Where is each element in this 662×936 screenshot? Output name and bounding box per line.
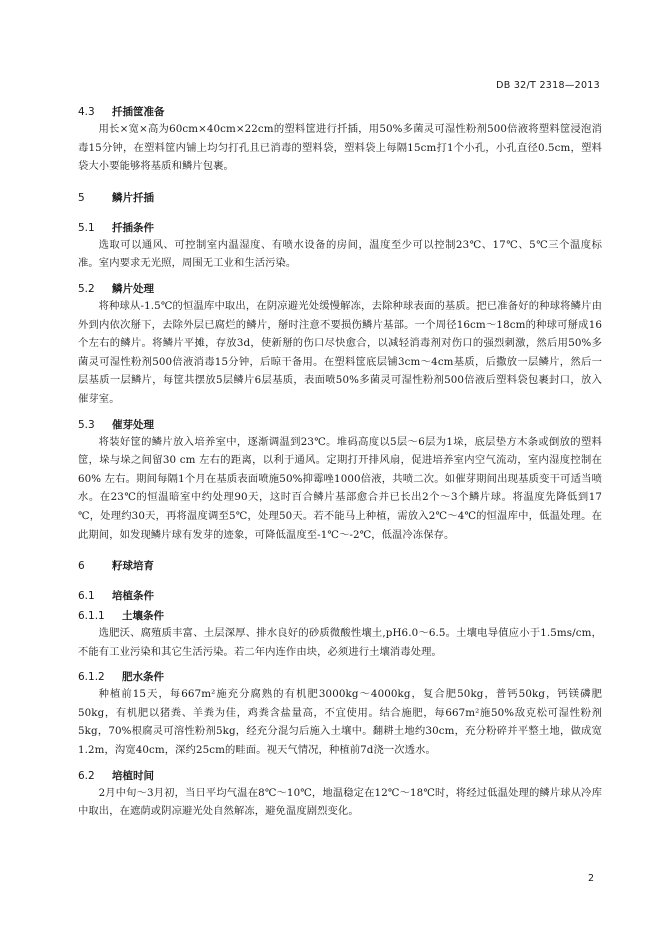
heading-5-1 <box>78 220 602 236</box>
paragraph-5-1: 选取可以通风、可控制室内温湿度、有喷水设备的房间，温度至少可以控制23℃、17℃、5℃三个温度标准。室内要求无光照，周围无工业和生活污染。 <box>78 238 602 270</box>
heading-5-2 <box>78 281 602 297</box>
heading-6-1-2 <box>78 669 602 685</box>
section-title: 培植条件 <box>112 590 154 603</box>
section-title: 催芽处理 <box>112 418 154 431</box>
paragraph-6-1-2: 种植前15天，每667m²施充分腐熟的有机肥3000kg～4000kg，复合肥50kg，普钙50kg，钙镁磷肥50kg，有机肥以猪粪、羊粪为佳，鸡粪含盐量高，不宜使用。结合施肥，每667m²施50%敌克松可湿性粉剂5kg，70%根腐灵可溶性粉剂5kg，经充分混匀后施入土壤中。翻耕土地约30cm，充分粉碎并平整土地，做成宽1.2m，沟宽40cm，深约25cm的畦面。视天气情况，种植前7d浇一次透水。 <box>78 688 602 757</box>
section-number: 5.1 <box>78 221 95 234</box>
heading-4-3 <box>78 104 602 120</box>
paragraph-4-3: 用长×宽×高为60cm×40cm×22cm的塑料筐进行扦插，用50%多菌灵可湿性粉剂500倍液将塑料筐浸泡消毒15分钟，在塑料筐内铺上均匀打孔且已消毒的塑料袋，塑料袋上每隔15cm打1个小孔，小孔直径0.5cm，塑料袋大小要能够将基质和鳞片包裹。 <box>78 123 602 173</box>
section-number: 4.3 <box>78 106 95 118</box>
section-number: 6.1.2 <box>78 671 105 684</box>
heading-6-2 <box>78 768 602 784</box>
heading-5-3 <box>78 417 602 433</box>
section-number: 5.3 <box>78 418 95 431</box>
section-title: 肥水条件 <box>122 671 164 684</box>
heading-5 <box>78 190 602 206</box>
section-title: 土壤条件 <box>122 610 164 623</box>
paragraph-6-2: 2月中旬～3月初，当日平均气温在8℃～10℃，地温稳定在12℃～18℃时，将经过低温处理的鳞片球从冷库中取出，在遮荫或阴凉避光处自然解冻，避免温度剧烈变化。 <box>78 786 602 818</box>
section-number: 6.1.1 <box>78 610 105 623</box>
document-code: DB 32/T 2318—2013 <box>496 80 600 91</box>
heading-6-1 <box>78 588 602 604</box>
document-body <box>78 104 602 821</box>
section-title: 扦插筐准备 <box>112 106 165 118</box>
paragraph-5-3: 将装好筐的鳞片放入培养室中，逐渐调温到23℃。堆码高度以5层～6层为1垛，底层垫方木条或倒放的塑料筐，垛与垛之间留30 cm 左右的距离，以利于通风。定期打开排风扇，促进培养室内空气流动，室内湿度控制在60% 左右。期间每隔1个月在基质表面喷施50%抑霉唑1000倍液，共喷二次。如催芽期间出现基质变干可适当喷水。在23℃的恒温暗室中约处理90天，这时百合鳞片基部愈合并已长出2个～3个鳞片球。将温度先降低到17 ℃，处理约30天，再将温度调至5℃，处理50天。若不能马上种植，需放入2℃～4℃的恒温库中，低温处理。在此期间，如发现鳞片球有发芽的迹象，可降低温度至-1℃～-2℃，低温冷冻保存。 <box>78 435 602 541</box>
section-number: 5.2 <box>78 282 95 295</box>
paragraph-6-1-1: 选肥沃、腐殖质丰富、土层深厚、排水良好的砂质微酸性壤土,pH6.0～6.5。土壤电导值应小于1.5ms/cm，不能有工业污染和其它生活污染。若二年内连作由块，必须进行土壤消毒处理。 <box>78 627 602 658</box>
section-number: 6.1 <box>78 590 95 603</box>
paragraph-5-2: 将种球从-1.5℃的恒温库中取出，在阴凉避光处缓慢解冻，去除种球表面的基质。把已准备好的种球将鳞片由外到内依次掰下，去除外层已腐烂的鳞片，掰时注意不要损伤鳞片基部。一个周径16cm～18cm的种球可掰成16个左右的鳞片。将鳞片平摊，存放3d，使新掰的伤口尽快愈合，以减轻消毒剂对伤口的强烈刺激，然后用50%多菌灵可湿性粉剂500倍液消毒15分钟，后晾干备用。在塑料筐底层铺3cm～4cm基质，后撒放一层鳞片，然后一层基质一层鳞片，每筐共摆放5层鳞片6层基质，表面喷50%多菌灵可湿性粉剂500倍液后塑料袋包裹封口，放入催芽室。 <box>78 299 602 405</box>
section-title: 培植时间 <box>112 769 154 782</box>
section-title: 鳞片处理 <box>112 282 154 295</box>
section-title: 扦插条件 <box>112 221 154 234</box>
section-title: 鳞片扦插 <box>112 191 154 204</box>
heading-6 <box>78 558 602 574</box>
section-number: 6 <box>78 560 85 573</box>
section-number: 6.2 <box>78 769 95 782</box>
heading-6-1-1 <box>78 608 602 624</box>
page-number: 2 <box>587 873 594 884</box>
section-number: 5 <box>78 191 85 204</box>
section-title: 籽球培育 <box>112 560 154 573</box>
